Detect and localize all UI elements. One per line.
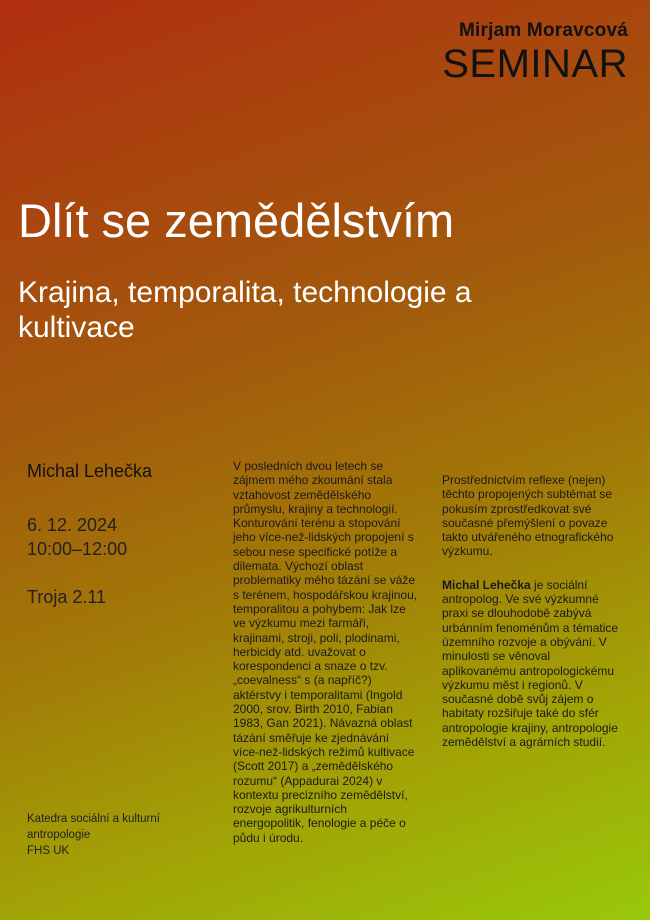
department-name: Katedra sociální a kulturní antropologie (27, 813, 160, 841)
bio-text: je sociální antropolog. Ve své výzkumné praxi se dlouhodobě zabývá urbánním fenoménům a tématice územního rozvoje a obývání. V minulosti se věnoval aplikovanému antropologickému výzkumu měst i regionů. V současné době svůj zájem o habitaty rozšiřuje také do sfér antropologie krajiny, antropologie zemědělství a agrárních studií. (442, 577, 619, 750)
event-datetime (27, 513, 127, 561)
page-subtitle: Krajina, temporalita, technologie a kultivace (18, 276, 472, 344)
abstract-paragraph-1: V posledních dvou letech se zájmem mého zkoumání stala vztahovost zemědělského průmyslu, krajiny a technologií. Konturování terénu a stopování jeho více-než-lidských propojení s sebou nese specifické potíže a dilemata. Výchozí oblast problematiky mého tázání se váže s terénem, hospodářskou krajinou, temporalitou a pohybem: Jak lze ve výzkumu mezi farmáři, krajinami, stroji, poli, plodinami, herbicidy atd. uvažovat o korespondenci a snaze o tzv. „coevalness“ s (a napříč?) aktérstvy i temporalitami (Ingold 2000, srov. Birth 2010, Fabian 1983, Gan 2021). Návazná oblast tázání směřuje ke zjednávání více-než-lidských režimů kultivace (Scott 2017) a „zemědělského rozumu“ (Appadurai 2024) v kontextu precizního zemědělství, rozvoje agrikulturních energopolitik, fenologie a péče o půdu i úrodu. (233, 459, 418, 845)
event-date: 6. 12. 2024 (27, 515, 118, 535)
department-info (27, 811, 177, 859)
speaker-name: Michal Lehečka (27, 461, 153, 481)
seminar-header (442, 20, 628, 84)
bio-name: Michal Lehečka (442, 577, 531, 592)
event-time: 10:00–12:00 (27, 539, 128, 559)
series-name: Mirjam Moravcová (459, 20, 628, 41)
series-type: SEMINAR (442, 42, 628, 86)
abstract-paragraph-2: Prostřednictvím reflexe (nejen) těchto propojených subtémat se pokusím zprostředkovat své současné přemýšlení o povaze takto utvářeného etnografického výzkumu. (442, 473, 614, 559)
speaker-bio (442, 578, 627, 750)
event-room: Troja 2.11 (27, 587, 107, 607)
abstract-column-2 (442, 459, 627, 749)
page-title: Dlít se zemědělstvím (18, 194, 455, 247)
abstract-column-1 (233, 459, 418, 845)
faculty-name: FHS UK (27, 845, 70, 857)
